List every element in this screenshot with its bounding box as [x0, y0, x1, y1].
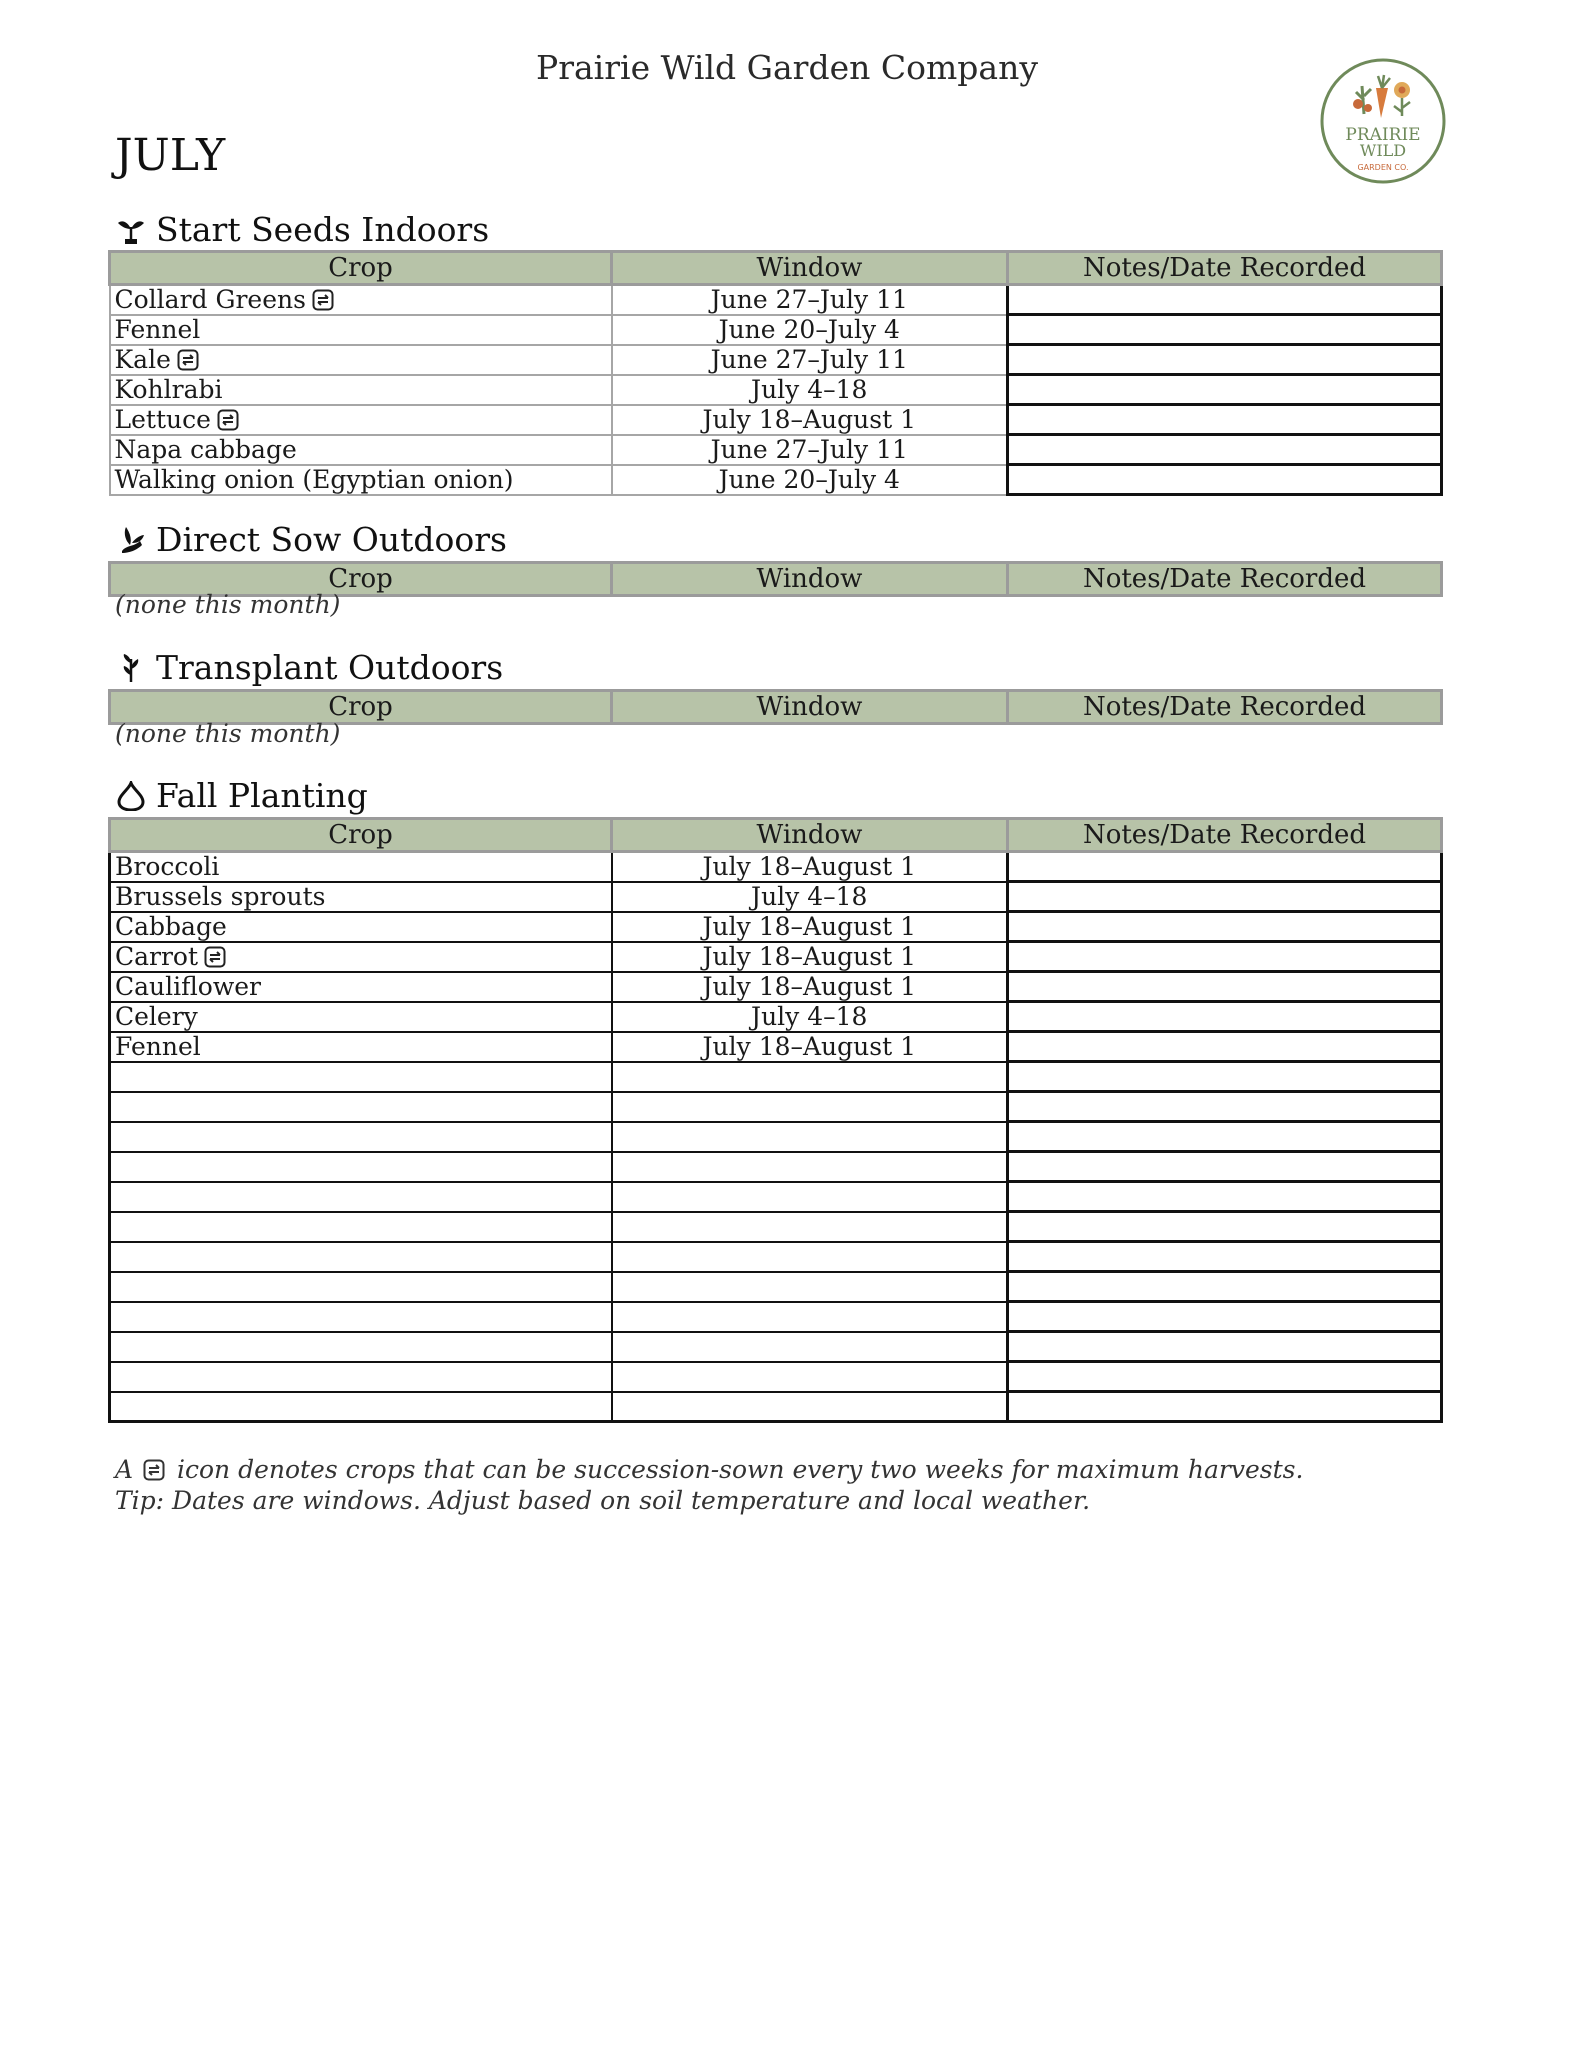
- notes-cell[interactable]: [1008, 1032, 1442, 1062]
- crop-name: Cauliflower: [115, 972, 261, 1001]
- table-row: [110, 852, 1442, 882]
- window-cell[interactable]: [612, 1242, 1008, 1272]
- crop-cell[interactable]: [110, 1242, 612, 1272]
- table-row: [110, 912, 1442, 942]
- crop-column-header: Crop: [110, 691, 612, 724]
- direct-sow-heading: [116, 520, 507, 559]
- succession-legend: [115, 1455, 1303, 1484]
- crop-name: Walking onion (Egyptian onion): [114, 465, 514, 494]
- table-row: [110, 882, 1442, 912]
- window-cell: June 27–July 11: [612, 345, 1008, 375]
- window-cell[interactable]: [612, 1182, 1008, 1212]
- crop-column-header: Crop: [110, 252, 612, 285]
- window-cell[interactable]: [612, 1392, 1008, 1422]
- crop-cell[interactable]: [110, 1362, 612, 1392]
- blank-row: [110, 1392, 1442, 1422]
- legend-text: icon denotes crops that can be succession-sown every two weeks for maximum harvests.: [176, 1455, 1304, 1484]
- blank-row: [110, 1062, 1442, 1092]
- table-row: [110, 972, 1442, 1002]
- sprout-hand-icon: [116, 525, 146, 555]
- transplant-heading: [116, 648, 503, 687]
- notes-column-header: Notes/Date Recorded: [1008, 691, 1442, 724]
- transplant-icon: [116, 653, 146, 683]
- crop-cell[interactable]: [110, 1122, 612, 1152]
- table-header-row: [110, 252, 1442, 285]
- succession-icon: [217, 409, 239, 431]
- window-cell: July 4–18: [612, 375, 1008, 405]
- crop-cell: [110, 405, 612, 435]
- crop-name: Napa cabbage: [114, 435, 297, 464]
- crop-name: Kohlrabi: [114, 375, 223, 404]
- crop-cell[interactable]: [110, 1212, 612, 1242]
- fall-planting-heading: [116, 776, 368, 815]
- table-row: [110, 1002, 1442, 1032]
- notes-cell[interactable]: [1008, 375, 1442, 405]
- seedling-icon: [116, 215, 146, 245]
- company-name: Prairie Wild Garden Company: [536, 48, 1038, 87]
- crop-name: Broccoli: [115, 852, 220, 882]
- notes-cell[interactable]: [1008, 1062, 1442, 1092]
- table-row: [110, 942, 1442, 972]
- crop-name: Lettuce: [114, 405, 211, 434]
- notes-column-header: Notes/Date Recorded: [1008, 819, 1442, 852]
- crop-column-header: Crop: [110, 563, 612, 596]
- succession-icon: [177, 349, 199, 371]
- succession-icon: [312, 289, 334, 311]
- crop-cell: [110, 852, 612, 882]
- month-title: JULY: [115, 130, 226, 181]
- crop-cell[interactable]: [110, 1062, 612, 1092]
- table-row: [110, 345, 1442, 375]
- window-column-header: Window: [612, 563, 1008, 596]
- window-cell: July 4–18: [612, 882, 1008, 912]
- crop-name: Kale: [114, 345, 171, 374]
- crop-cell: [110, 942, 612, 972]
- window-cell[interactable]: [612, 1332, 1008, 1362]
- notes-cell[interactable]: [1008, 1182, 1442, 1212]
- crop-name: Carrot: [115, 942, 199, 971]
- notes-cell[interactable]: [1008, 315, 1442, 345]
- notes-column-header: Notes/Date Recorded: [1008, 563, 1442, 596]
- notes-cell[interactable]: [1008, 1332, 1442, 1362]
- table-row: [110, 285, 1442, 315]
- crop-cell: [110, 315, 612, 345]
- notes-cell[interactable]: [1008, 1272, 1442, 1302]
- direct-sow-empty-note: (none this month): [115, 590, 341, 619]
- crop-cell: [110, 465, 612, 495]
- start-seeds-heading: [116, 210, 489, 249]
- crop-cell[interactable]: [110, 1302, 612, 1332]
- crop-cell: [110, 912, 612, 942]
- crop-name: Collard Greens: [114, 285, 306, 315]
- succession-icon: [143, 1459, 165, 1481]
- window-cell[interactable]: [612, 1152, 1008, 1182]
- window-cell[interactable]: [612, 1362, 1008, 1392]
- blank-row: [110, 1332, 1442, 1362]
- window-cell: July 18–August 1: [612, 405, 1008, 435]
- table-row: [110, 1032, 1442, 1062]
- window-cell: July 18–August 1: [612, 942, 1008, 972]
- legend-prefix: A: [115, 1455, 134, 1484]
- logo-line3: GARDEN CO.: [1357, 163, 1409, 172]
- crop-name: Fennel: [115, 1032, 201, 1061]
- notes-cell[interactable]: [1008, 912, 1442, 942]
- window-cell: July 18–August 1: [612, 972, 1008, 1002]
- notes-cell[interactable]: [1008, 435, 1442, 465]
- crop-cell: [110, 1032, 612, 1062]
- bulb-icon: [116, 781, 146, 811]
- transplant-empty-note: (none this month): [115, 719, 341, 748]
- notes-cell[interactable]: [1008, 1152, 1442, 1182]
- table-header-row: [110, 819, 1442, 852]
- blank-row: [110, 1182, 1442, 1212]
- crop-cell: [110, 375, 612, 405]
- window-cell: July 18–August 1: [612, 852, 1008, 882]
- crop-cell: [110, 1002, 612, 1032]
- blank-row: [110, 1272, 1442, 1302]
- crop-name: Brussels sprouts: [115, 882, 326, 911]
- crop-name: Fennel: [114, 315, 201, 344]
- window-cell: July 4–18: [612, 1002, 1008, 1032]
- crop-cell[interactable]: [110, 1392, 612, 1422]
- window-cell[interactable]: [612, 1272, 1008, 1302]
- logo-line2: WILD: [1359, 141, 1407, 160]
- window-column-header: Window: [612, 691, 1008, 724]
- crop-cell: [110, 972, 612, 1002]
- crop-cell: [110, 435, 612, 465]
- notes-cell[interactable]: [1008, 465, 1442, 495]
- notes-cell[interactable]: [1008, 1002, 1442, 1032]
- window-cell: July 18–August 1: [612, 1032, 1008, 1062]
- crop-cell[interactable]: [110, 1182, 612, 1212]
- notes-cell[interactable]: [1008, 345, 1442, 375]
- window-cell: June 20–July 4: [612, 465, 1008, 495]
- crop-cell: [110, 882, 612, 912]
- window-cell[interactable]: [612, 1122, 1008, 1152]
- table-row: [110, 465, 1442, 495]
- notes-cell[interactable]: [1008, 1122, 1442, 1152]
- blank-row: [110, 1242, 1442, 1272]
- blank-row: [110, 1302, 1442, 1332]
- blank-row: [110, 1212, 1442, 1242]
- notes-cell[interactable]: [1008, 1242, 1442, 1272]
- succession-icon: [204, 946, 226, 968]
- notes-cell[interactable]: [1008, 852, 1442, 882]
- blank-row: [110, 1122, 1442, 1152]
- crop-cell: [110, 345, 612, 375]
- window-cell[interactable]: [612, 1212, 1008, 1242]
- fall-planting-table: [108, 817, 1443, 1423]
- crop-cell[interactable]: [110, 1092, 612, 1122]
- start-seeds-title: Start Seeds Indoors: [156, 210, 490, 249]
- window-cell: July 18–August 1: [612, 912, 1008, 942]
- blank-row: [110, 1362, 1442, 1392]
- blank-row: [110, 1152, 1442, 1182]
- prairie-wild-logo: [1318, 56, 1448, 186]
- notes-cell[interactable]: [1008, 942, 1442, 972]
- crop-name: Celery: [115, 1002, 198, 1031]
- notes-column-header: Notes/Date Recorded: [1008, 252, 1442, 285]
- crop-cell[interactable]: [110, 1272, 612, 1302]
- window-cell: June 20–July 4: [612, 315, 1008, 345]
- direct-sow-title: Direct Sow Outdoors: [156, 520, 507, 559]
- window-cell[interactable]: [612, 1062, 1008, 1092]
- crop-cell: [110, 285, 612, 315]
- window-cell[interactable]: [612, 1092, 1008, 1122]
- notes-cell[interactable]: [1008, 1212, 1442, 1242]
- notes-cell[interactable]: [1008, 882, 1442, 912]
- fall-planting-title: Fall Planting: [156, 776, 368, 815]
- notes-cell[interactable]: [1008, 1362, 1442, 1392]
- window-column-header: Window: [612, 252, 1008, 285]
- notes-cell[interactable]: [1008, 972, 1442, 1002]
- notes-cell[interactable]: [1008, 1092, 1442, 1122]
- logo-line1: PRAIRIE: [1345, 125, 1421, 145]
- crop-name: Cabbage: [115, 912, 227, 941]
- table-row: [110, 405, 1442, 435]
- blank-row: [110, 1092, 1442, 1122]
- tip-note: Tip: Dates are windows. Adjust based on soil temperature and local weather.: [115, 1486, 1091, 1515]
- table-row: [110, 375, 1442, 405]
- notes-cell[interactable]: [1008, 285, 1442, 315]
- crop-column-header: Crop: [110, 819, 612, 852]
- notes-cell[interactable]: [1008, 405, 1442, 435]
- crop-cell[interactable]: [110, 1152, 612, 1182]
- window-cell: June 27–July 11: [612, 285, 1008, 315]
- window-column-header: Window: [612, 819, 1008, 852]
- notes-cell[interactable]: [1008, 1302, 1442, 1332]
- transplant-title: Transplant Outdoors: [156, 648, 504, 687]
- table-row: [110, 435, 1442, 465]
- notes-cell[interactable]: [1008, 1392, 1442, 1422]
- table-row: [110, 315, 1442, 345]
- window-cell: June 27–July 11: [612, 435, 1008, 465]
- window-cell[interactable]: [612, 1302, 1008, 1332]
- start-seeds-table: [108, 250, 1443, 496]
- crop-cell[interactable]: [110, 1332, 612, 1362]
